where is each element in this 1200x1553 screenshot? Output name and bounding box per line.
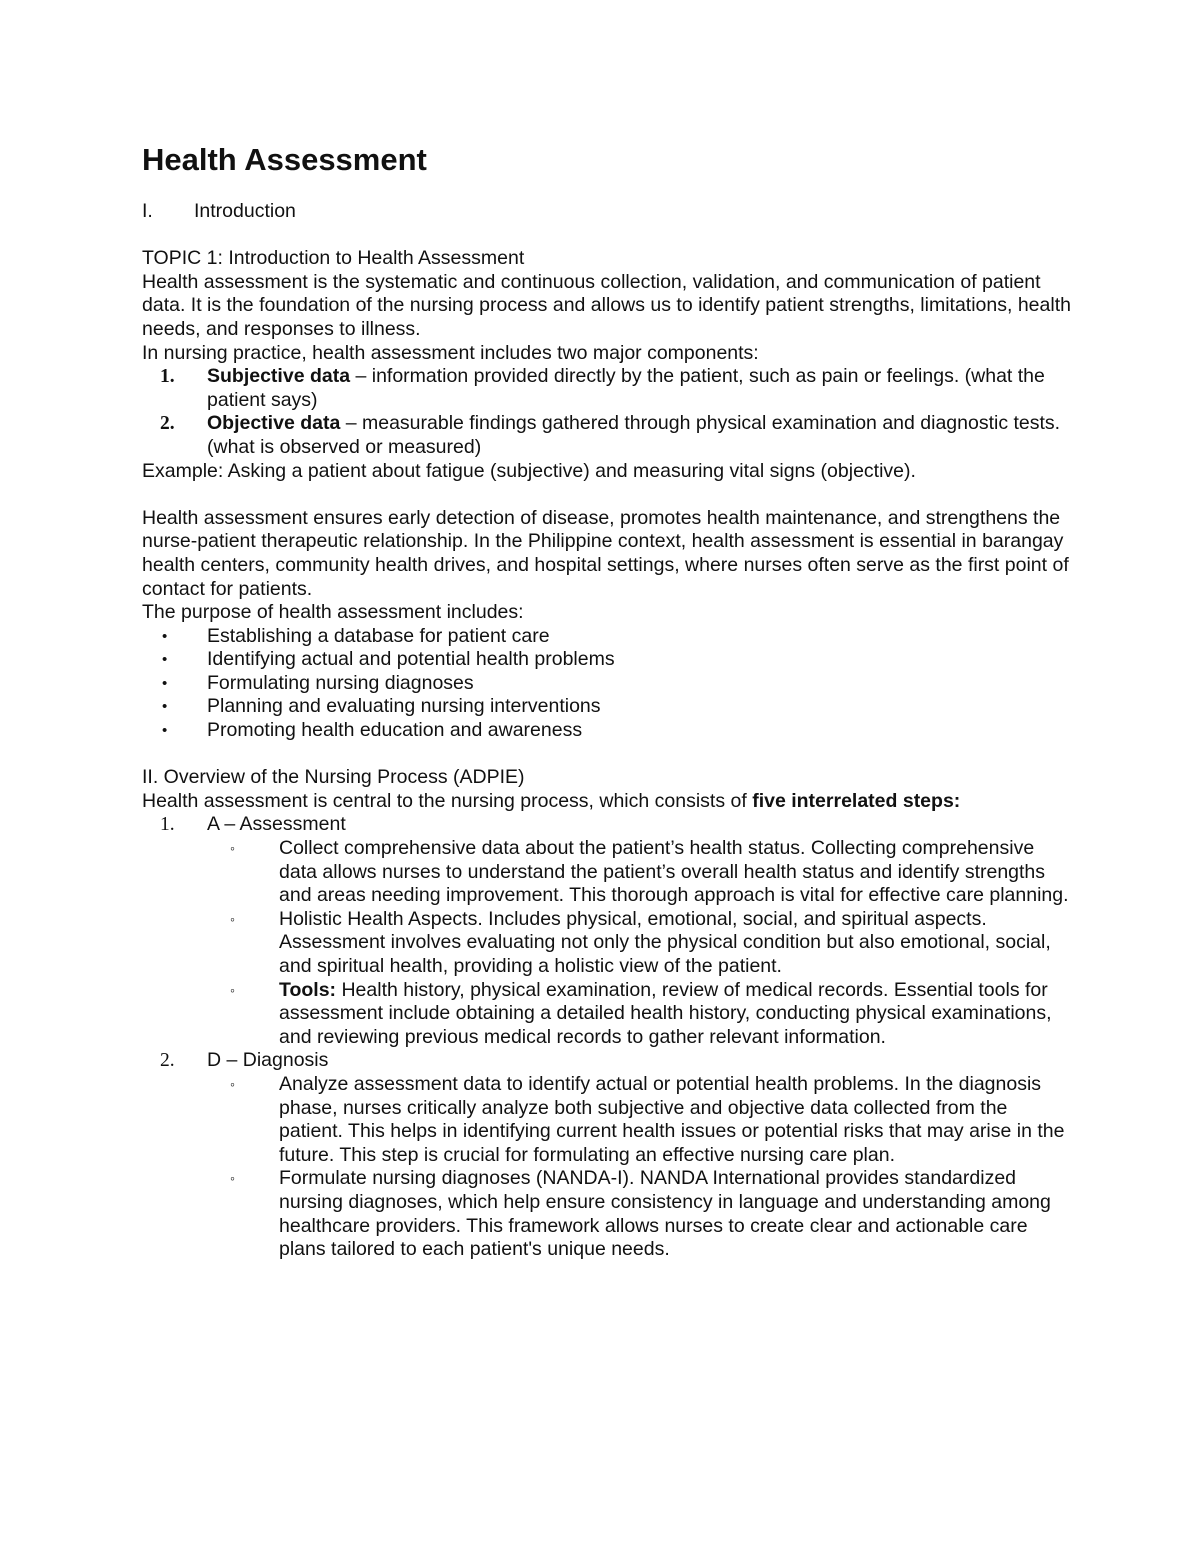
list-item: • Planning and evaluating nursing interventions	[142, 695, 1072, 719]
list-item: • Promoting health education and awareness	[142, 719, 1072, 743]
bullet-icon: •	[162, 674, 168, 692]
bullet-icon: •	[162, 722, 168, 740]
bullet-icon: •	[162, 627, 168, 645]
emphasis-five-steps: five interrelated steps:	[752, 789, 961, 812]
bullet-icon: •	[162, 651, 168, 669]
section-introduction	[142, 200, 1072, 224]
sub-list-item: ◦ Holistic Health Aspects. Includes physical, emotional, social, and spiritual aspects. Assessment involves evaluating not only the physical condition but also emotional, social, and spiritual health, providing a holistic view of the patient.	[142, 908, 1072, 979]
sub-bullet-icon: ◦	[230, 1075, 235, 1092]
document-body	[142, 140, 1072, 1262]
sub-list-item: ◦ Formulate nursing diagnoses (NANDA-I). NANDA International provides standardized nursing diagnoses, which help ensure consistency in language and understanding among healthcare providers. This framework allows nurses to create clear and actionable care plans tailored to each patient's unique needs.	[142, 1167, 1072, 1261]
step-label: A – Assessment	[207, 813, 346, 836]
term-tools: Tools:	[279, 978, 337, 1001]
topic-heading: TOPIC 1: Introduction to Health Assessment	[142, 247, 525, 270]
sub-bullet-icon: ◦	[230, 840, 235, 857]
sub-bullet-icon: ◦	[230, 1170, 235, 1187]
list-item-subjective	[142, 365, 1072, 412]
sub-list-item: ◦ Analyze assessment data to identify actual or potential health problems. In the diagnosis phase, nurses critically analyze both subjective and objective data collected from the patient. This helps in identifying current health issues or potential risks that may arise in the future. This step is crucial for formulating an effective nursing care plan.	[142, 1073, 1072, 1167]
list-item: • Establishing a database for patient care	[142, 625, 1072, 649]
list-number: 2.	[160, 413, 175, 435]
sub-bullet-icon: ◦	[230, 910, 235, 927]
paragraph-definition: Health assessment is the systematic and continuous collection, validation, and communication of patient data. It is the foundation of the nursing process and allows us to identify patient strengths, limitations, health needs, and responses to illness.	[142, 270, 1071, 340]
bullet-icon: •	[162, 698, 168, 716]
term-description: – measurable findings gathered through physical examination and diagnostic tests. (what is observed or measured)	[207, 412, 1061, 458]
list-item: • Identifying actual and potential health problems	[142, 648, 1072, 672]
paragraph-components-intro: In nursing practice, health assessment includes two major components:	[142, 341, 759, 364]
term-objective: Objective data	[207, 412, 341, 435]
term-description: – information provided directly by the patient, such as pain or feelings. (what the patient says)	[207, 365, 1045, 411]
step-diagnosis	[142, 1049, 1072, 1073]
sub-bullet-icon: ◦	[230, 981, 235, 998]
step-assessment	[142, 813, 1072, 837]
list-item-objective	[142, 412, 1072, 459]
section-label: Introduction	[194, 200, 296, 222]
term-subjective: Subjective data	[207, 365, 351, 388]
sub-list-item: ◦ Tools: Health history, physical examination, review of medical records. Essential tools for assessment include obtaining a detailed health history, conducting physical examinations, and reviewing previous medical records to gather relevant information.	[142, 979, 1072, 1050]
paragraph-example: Example: Asking a patient about fatigue (subjective) and measuring vital signs (objective).	[142, 459, 916, 482]
paragraph-purpose-intro: The purpose of health assessment includes:	[142, 601, 524, 624]
section-heading-nursing-process: II. Overview of the Nursing Process (ADPIE)	[142, 766, 525, 789]
list-number: 1.	[160, 366, 175, 388]
sub-list-item: ◦ Collect comprehensive data about the patient’s health status. Collecting comprehensive data allows nurses to understand the patient’s overall health status and identify strengths and areas needing improvement. This thorough approach is vital for effective care planning.	[142, 837, 1072, 908]
step-label: D – Diagnosis	[207, 1049, 329, 1072]
paragraph-importance: Health assessment ensures early detection of disease, promotes health maintenance, and strengthens the nurse-patient therapeutic relationship. In the Philippine context, health assessment is essential in barangay health centers, community health drives, and hospital settings, where nurses often serve as the first point of contact for patients.	[142, 506, 1069, 600]
list-number: 1.	[160, 814, 175, 836]
section-number: I.	[142, 200, 153, 222]
list-number: 2.	[160, 1050, 175, 1072]
list-item: • Formulating nursing diagnoses	[142, 672, 1072, 696]
document-title: Health Assessment	[142, 142, 427, 177]
paragraph-nursing-process-intro: Health assessment is central to the nursing process, which consists of five interrelated steps:	[142, 789, 961, 812]
